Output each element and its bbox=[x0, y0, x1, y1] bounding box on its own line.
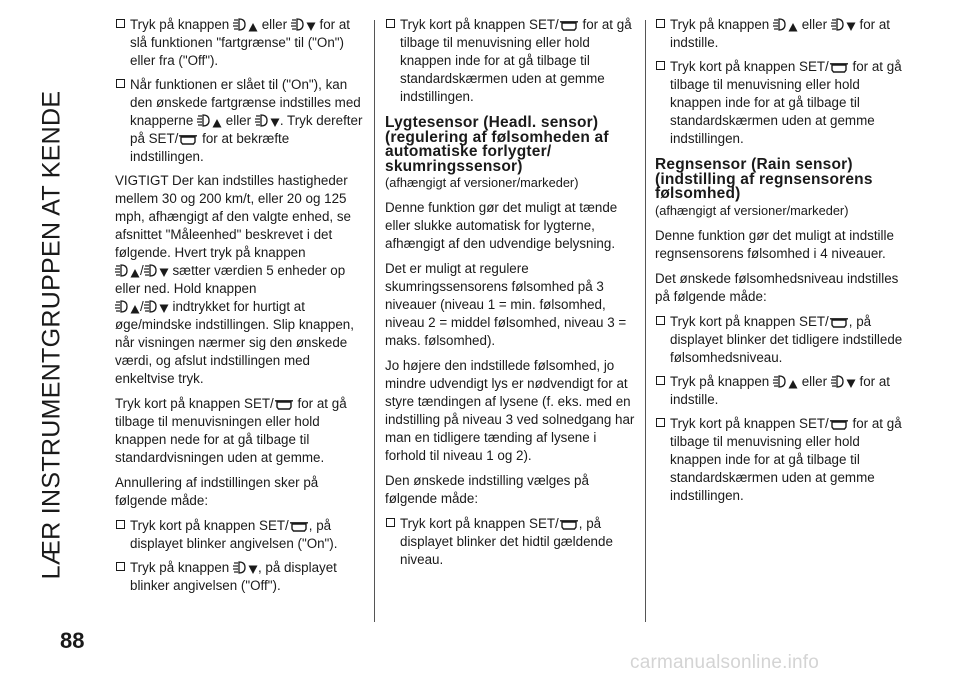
bullet-item: Tryk på knappen , på displayet blinker angivelsen ("Off"). bbox=[115, 559, 363, 595]
triangle-up-icon bbox=[788, 379, 798, 389]
bullet-item: Tryk på knappen eller for at indstille. bbox=[655, 16, 911, 52]
bullet-item: Når funktionen er slået til ("On"), kan den ønskede fartgrænse indstilles med knapperne eller . Tryk derefter på SET/ for at bekræfte indstillingen. bbox=[115, 76, 363, 166]
light-sensor-icon bbox=[291, 17, 306, 32]
section-subtitle: (afhængigt af versioner/markeder) bbox=[655, 202, 849, 218]
paragraph: Denne funktion gør det muligt at indstille regnsensorens følsomhed i 4 niveauer. bbox=[655, 227, 894, 261]
triangle-down-icon bbox=[248, 565, 258, 575]
bullet-item: Tryk kort på knappen SET/ for at gå tilbage til menuvisning eller hold knappen inde for at gå tilbage til standardskærmen uden at gemme indstillingen. bbox=[385, 16, 637, 106]
page-number: 88 bbox=[60, 628, 85, 653]
bullet-item: Tryk kort på knappen SET/ , på displayet blinker det hidtil gældende niveau. bbox=[385, 515, 637, 569]
text-column-3 bbox=[655, 16, 911, 511]
paragraph: Den ønskede indstilling vælges på følgende måde: bbox=[385, 473, 589, 506]
watermark-text: carmanualsonline.info bbox=[630, 652, 820, 673]
light-sensor-icon bbox=[144, 263, 159, 278]
light-sensor-icon bbox=[831, 17, 846, 32]
triangle-up-icon bbox=[248, 22, 258, 32]
bullet-item: Tryk på knappen eller for at slå funktionen "fartgrænse" til ("On") eller fra ("Off"). bbox=[115, 16, 363, 70]
triangle-down-icon bbox=[306, 22, 316, 32]
light-sensor-icon bbox=[831, 374, 846, 389]
section-heading: Lygtesensor (Headl. sensor) (regulering af følsomheden af automatiske forlygter/ skumringssensor) bbox=[385, 114, 609, 175]
text-column-2 bbox=[385, 16, 637, 575]
section-heading: Regnsensor (Rain sensor) (indstilling af regnsensorens følsomhed) bbox=[655, 156, 873, 202]
triangle-up-icon bbox=[212, 118, 222, 128]
set-button-icon bbox=[829, 62, 849, 74]
bullet-item: Tryk på knappen eller for at indstille. bbox=[655, 373, 911, 409]
light-sensor-icon bbox=[233, 17, 248, 32]
light-sensor-icon bbox=[773, 17, 788, 32]
triangle-down-icon bbox=[846, 379, 856, 389]
bullet-item: Tryk kort på knappen SET/ , på displayet blinker angivelsen ("On"). bbox=[115, 517, 363, 553]
column-divider bbox=[645, 20, 646, 622]
set-button-icon bbox=[559, 519, 579, 531]
triangle-down-icon bbox=[846, 22, 856, 32]
paragraph: Det er muligt at regulere skumringssensorens følsomhed på 3 niveauer (niveau 1 = min. følsomhed, niveau 2 = middel følsomhed, niveau 3 = maks. følsomhed). bbox=[385, 261, 627, 348]
paragraph: Denne funktion gør det muligt at tænde eller slukke automatisk for lygterne, afhængigt af den udvendige belysning. bbox=[385, 200, 618, 251]
set-button-icon bbox=[559, 20, 579, 32]
triangle-up-icon bbox=[788, 22, 798, 32]
paragraph: Annullering af indstillingen sker på følgende måde: bbox=[115, 475, 319, 508]
triangle-down-icon bbox=[159, 268, 169, 278]
light-sensor-icon bbox=[115, 299, 130, 314]
light-sensor-icon bbox=[144, 299, 159, 314]
paragraph: VIGTIGT Der kan indstilles hastigheder mellem 30 og 200 km/t, eller 20 og 125 mph, afhængigt af den valgte enhed, se afsnittet "Måleenhed" beskrevet i det følgende. Hvert tryk på knappen / sætter værdien 5 enheder op eller ned. Hold knappen / indtrykket for hurtigt at øge/mindske indstillingen. Slip knappen, når visningen nærmer sig den ønskede værdi, og afslut indstillingen med enkeltvise tryk. bbox=[115, 173, 354, 386]
light-sensor-icon bbox=[773, 374, 788, 389]
bullet-item: Tryk kort på knappen SET/ , på displayet blinker det tidligere indstillede følsomhedsniveau. bbox=[655, 313, 911, 367]
set-button-icon bbox=[274, 399, 294, 411]
set-button-icon bbox=[829, 419, 849, 431]
light-sensor-icon bbox=[197, 113, 212, 128]
light-sensor-icon bbox=[233, 560, 248, 575]
column-divider bbox=[374, 20, 375, 622]
text-column-1 bbox=[115, 16, 363, 601]
paragraph: Det ønskede følsomhedsniveau indstilles på følgende måde: bbox=[655, 270, 899, 304]
light-sensor-icon bbox=[255, 113, 270, 128]
triangle-down-icon bbox=[159, 304, 169, 314]
set-button-icon bbox=[829, 317, 849, 329]
bullet-item: Tryk kort på knappen SET/ for at gå tilbage til menuvisning eller hold knappen inde for at gå tilbage til standardskærmen uden at gemme indstillingen. bbox=[655, 415, 911, 505]
section-subtitle: (afhængigt af versioner/markeder) bbox=[385, 175, 579, 190]
triangle-down-icon bbox=[270, 118, 280, 128]
triangle-up-icon bbox=[130, 268, 140, 278]
paragraph: Jo højere den indstillede følsomhed, jo mindre udvendigt lys er nødvendigt for at styre tændingen af lysene (f. eks. med en indstilling på niveau 3 ved solnedgang har man en tidligere tænding af lysene i forhold til niveau 1 og 2). bbox=[385, 358, 635, 463]
bullet-item: Tryk kort på knappen SET/ for at gå tilbage til menuvisning eller hold knappen inde for at gå tilbage til standardskærmen uden at gemme indstillingen. bbox=[655, 58, 911, 148]
light-sensor-icon bbox=[115, 263, 130, 278]
paragraph: Tryk kort på knappen SET/ for at gå tilbage til menuvisningen eller hold knappen nede for at gå tilbage til standardvisningen uden at gemme. bbox=[115, 396, 347, 465]
set-button-icon bbox=[178, 134, 198, 146]
section-side-title: LÆR INSTRUMENTGRUPPEN AT KENDE bbox=[37, 90, 66, 580]
set-button-icon bbox=[289, 521, 309, 533]
triangle-up-icon bbox=[130, 304, 140, 314]
